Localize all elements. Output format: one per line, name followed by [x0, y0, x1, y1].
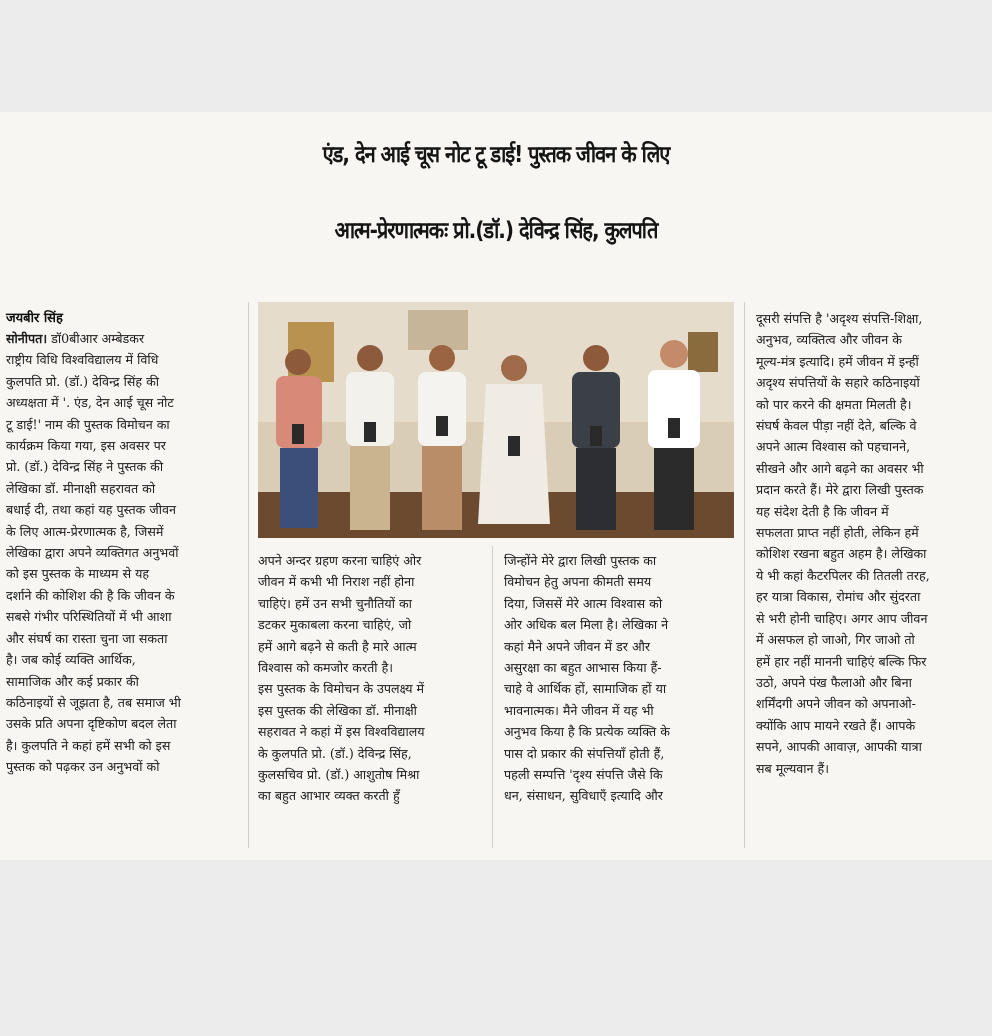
- column-1-line: टू डाई!' नाम की पुस्तक विमोचन का: [6, 416, 170, 432]
- column-4-line: मूल्य-मंत्र इत्यादि। हमें जीवन में इन्हीं: [756, 353, 919, 369]
- column-4-line: अनुभव, व्यक्तित्व और जीवन के: [756, 332, 902, 348]
- headline-line-1: एंड, देन आई चूस नोट टू डाई! पुस्तक जीवन के लिए: [322, 140, 670, 168]
- column-4-line: प्रदान करते हैं। मेरे द्वारा लिखी पुस्तक: [756, 482, 924, 498]
- column-1-line: है। जब कोई व्यक्ति आर्थिक,: [6, 652, 136, 668]
- column-3-line: असुरक्षा का बहुत आभास किया हैं-: [504, 660, 662, 676]
- column-4-line: सफलता प्राप्त नहीं होती, लेकिन हमें: [756, 525, 919, 541]
- column-4: [756, 308, 986, 779]
- column-1-line: सामाजिक और कई प्रकार की: [6, 673, 139, 689]
- column-3-line: कहां मैने अपने जीवन में डर और: [504, 638, 650, 654]
- column-4-line: को पार करने की क्षमता मिलती है।: [756, 396, 912, 412]
- column-1-line: अध्यक्षता में '. एंड, देन आई चूस नोट: [6, 395, 174, 411]
- column-1-line-1: सोनीपत। डॉ0बीआर अम्बेडकर: [6, 331, 145, 346]
- person-5: [572, 345, 620, 530]
- column-3-line: जिन्होंने मेरे द्वारा लिखी पुस्तक का: [504, 553, 657, 568]
- column-2-line: हमें आगे बढ़ने से कती है मारे आत्म: [258, 638, 417, 654]
- column-4-line: सब मूल्यवान हैं।: [756, 760, 830, 776]
- column-1-line: और संघर्ष का रास्ता चुना जा सकता: [6, 630, 168, 646]
- column-1-line: राष्ट्रीय विधि विश्वविद्यालय में विधि: [6, 352, 159, 368]
- column-2: [258, 550, 486, 807]
- column-2-line: विश्वास को कमजोर करती है।: [258, 660, 394, 676]
- column-4-line: अदृश्य संपत्तियों के सहारे कठिनाइयों: [756, 375, 920, 391]
- column-2-line: का बहुत आभार व्यक्त करती हुँ: [258, 788, 400, 804]
- column-4-line: क्योंकि आप मायने रखते हैं। आपके: [756, 717, 916, 733]
- column-3-line: पास दो प्रकार की संपत्तियाँ होती हैं,: [504, 745, 665, 761]
- column-3-line: चाहे वे आर्थिक हों, सामाजिक हों या: [504, 681, 667, 697]
- column-1-line: सबसे गंभीर परिस्थितियों में भी आशा: [6, 609, 172, 625]
- column-4-line: से भरी होनी चाहिए। अगर आप जीवन: [756, 610, 928, 626]
- column-1-line: है। कुलपति ने कहां हमें सभी को इस: [6, 737, 171, 753]
- column-4-line: में असफल हो जाओ, गिर जाओ तो: [756, 632, 915, 648]
- newspaper-clipping: [0, 112, 992, 860]
- column-4-line: सीखने और आगे बढ़ने का अवसर भी: [756, 460, 924, 476]
- column-1-line: कुलपति प्रो. (डॉ.) देविन्द्र सिंह की: [6, 373, 160, 389]
- event-photo: [258, 302, 734, 538]
- column-4-line: उठो, अपने पंख फैलाओ और बिना: [756, 674, 912, 690]
- column-1-line: कठिनाइयों से जूझता है, तब समाज भी: [6, 694, 181, 710]
- column-2-line: डटकर मुकाबला करना चाहिएं, जो: [258, 617, 412, 633]
- column-3: [504, 550, 736, 807]
- column-2-line: जीवन में कभी भी निराश नहीं होना: [258, 574, 415, 590]
- column-3-line: धन, संसाधन, सुविधाएँ इत्यादि और: [504, 788, 663, 804]
- column-4-line: शर्मिंदगी अपने जीवन को अपनाओ-: [756, 696, 916, 712]
- column-3-line: पहली सम्पत्ति 'दृश्य संपत्ति जैसे कि: [504, 767, 663, 783]
- column-4-line: यह संदेश देती है कि जीवन में: [756, 503, 889, 519]
- column-1: [6, 328, 242, 778]
- column-3-line: अनुभव किया है कि प्रत्येक व्यक्ति के: [504, 724, 670, 740]
- column-4-line: हर यात्रा विकास, रोमांच और सुंदरता: [756, 589, 921, 605]
- column-1-line: को इस पुस्तक के माध्यम से यह: [6, 566, 150, 582]
- column-2-line: चाहिएं। हमें उन सभी चुनौतियों का: [258, 595, 412, 611]
- column-3-line: विमोचन हेतु अपना कीमती समय: [504, 574, 652, 590]
- person-3: [418, 345, 466, 530]
- headline-line-2: आत्म-प्रेरणात्मकः प्रो.(डॉ.) देविन्द्र सिंह, कुलपति: [334, 216, 658, 244]
- column-1-line: के लिए आत्म-प्रेरणात्मक है, जिसमें: [6, 523, 164, 539]
- person-2: [346, 345, 394, 530]
- column-1-line: उसके प्रति अपना दृष्टिकोण बदल लेता: [6, 716, 177, 732]
- column-1-line: लेखिका डॉ. मीनाक्षी सहरावत को: [6, 480, 156, 496]
- column-3-line: भावनात्मक। मैने जीवन में यह भी: [504, 702, 654, 718]
- column-2-line: सहरावत ने कहां में इस विश्वविद्यालय: [258, 724, 425, 740]
- column-4-line: संघर्ष केवल पीड़ा नहीं देते, बल्कि वे: [756, 418, 917, 434]
- column-2-line: के कुलपति प्रो. (डॉ.) देविन्द्र सिंह,: [258, 745, 412, 761]
- column-2-line: इस पुस्तक के विमोचन के उपलक्ष्य में: [258, 681, 425, 697]
- column-2-line: अपने अन्दर ग्रहण करना चाहिएं ओर: [258, 553, 422, 568]
- column-4-line: सपने, आपकी आवाज़, आपकी यात्रा: [756, 739, 922, 755]
- column-1-line: दर्शाने की कोशिश की है कि जीवन के: [6, 587, 175, 603]
- column-1-line: पुस्तक को पढ़कर उन अनुभवों को: [6, 759, 160, 775]
- column-4-line: हमें हार नहीं माननी चाहिएं बल्कि फिर: [756, 653, 927, 669]
- column-2-line: इस पुस्तक की लेखिका डॉ. मीनाक्षी: [258, 702, 417, 718]
- column-4-line: दूसरी संपत्ति है 'अदृश्य संपत्ति-शिक्षा,: [756, 311, 923, 326]
- column-4-line: कोशिश रखना बहुत अहम है। लेखिका: [756, 546, 927, 562]
- column-1-line: बधाई दी, तथा कहां यह पुस्तक जीवन: [6, 502, 176, 518]
- column-4-line: ये भी कहां कैटरपिलर की तितली तरह,: [756, 567, 930, 583]
- column-1-line: प्रो. (डॉ.) देविन्द्र सिंह ने पुस्तक की: [6, 459, 164, 475]
- column-4-line: अपने आत्म विश्वास को पहचानने,: [756, 439, 911, 455]
- column-1-line: कार्यक्रम किया गया, इस अवसर पर: [6, 438, 166, 454]
- column-3-line: ओर अधिक बल मिला है। लेखिका ने: [504, 617, 669, 633]
- column-3-line: दिया, जिससें मेरे आत्म विश्वास को: [504, 595, 663, 611]
- dateline: सोनीपत।: [6, 331, 48, 346]
- column-1-line: लेखिका द्वारा अपने व्यक्तिगत अनुभवों: [6, 545, 179, 561]
- byline: जयबीर सिंह: [6, 311, 63, 326]
- column-2-line: कुलसचिव प्रो. (डॉ.) आशुतोष मिश्रा: [258, 767, 420, 783]
